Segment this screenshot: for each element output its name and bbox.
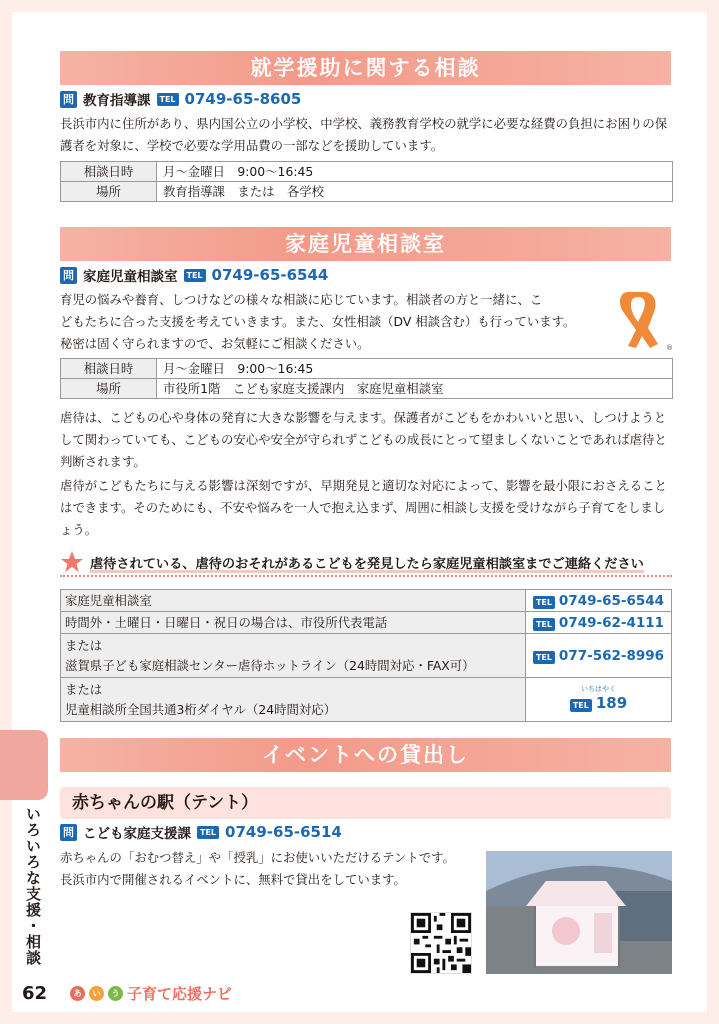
hotline-label-line: または xyxy=(65,681,103,697)
row-label: 相談日時 xyxy=(61,359,157,379)
row-label: 場所 xyxy=(61,182,157,202)
body-line: 長浜市内で開催されるイベントに、無料で貸出をしています。 xyxy=(60,872,406,887)
star-icon xyxy=(60,550,84,574)
inquiry-icon: 問 xyxy=(60,267,77,284)
hotline-label: 家庭児童相談室 xyxy=(61,590,526,612)
chapter-label: いろいろな支援・相談 xyxy=(24,806,42,966)
body-text xyxy=(60,847,480,891)
row-value: 市役所1階 こども家庭支援課内 家庭児童相談室 xyxy=(157,379,673,399)
hotline-label-line: 滋賀県子ども家庭相談センター虐待ホットライン（24時間対応・FAX可） xyxy=(65,657,475,673)
tel-icon: TEL xyxy=(533,618,555,631)
hotline-table xyxy=(60,589,672,722)
row-label: 相談日時 xyxy=(61,162,157,182)
logo-bubble: い xyxy=(89,986,104,1001)
contact-line xyxy=(60,89,301,109)
section-title-school-aid: 就学援助に関する相談 xyxy=(60,51,671,85)
row-value: 月～金曜日 9:00～16:45 xyxy=(157,359,673,379)
tel-icon: TEL xyxy=(533,596,555,609)
body-text: 長浜市内に住所があり、県内国公立の小学校、中学校、義務教育学校の就学に必要な経費の負担にお困りの保護者を対象に、学校で必要な学用品費の一部などを援助しています。 xyxy=(60,116,668,153)
row-label: 場所 xyxy=(61,379,157,399)
row-value: 月～金曜日 9:00～16:45 xyxy=(157,162,673,182)
chapter-tab xyxy=(0,730,48,800)
hotline-label xyxy=(61,678,526,722)
phone-link[interactable]: 0749-65-6544 xyxy=(558,592,665,609)
section-title-family-counseling: 家庭児童相談室 xyxy=(60,227,671,261)
hotline-number xyxy=(526,678,672,722)
phone-link[interactable]: 0749-62-4111 xyxy=(558,614,665,631)
row-value: 教育指導課 または 各学校 xyxy=(157,182,673,202)
hotline-189 xyxy=(570,685,627,714)
logo-bubble: う xyxy=(108,986,123,1001)
hotline-number xyxy=(526,590,672,612)
tel-icon: TEL xyxy=(570,699,592,712)
abuse-paragraph-1: 虐待は、こどもの心や身体の発育に大きな影響を与えます。保護者がこどもをかわいいと思い、しつけようとして関わっていても、こどもの安心や安全が守られずこどもの成長にとって望ましくないことであれば虐待と判断されます。 xyxy=(60,410,667,469)
inquiry-icon: 問 xyxy=(60,824,77,841)
hotline-number xyxy=(526,612,672,634)
body-line: 育児の悩みや養育、しつけなどの様々な相談に応じています。相談者の方と一緒に、こ xyxy=(60,292,543,307)
logo-text: 子育て応援ナビ xyxy=(127,985,233,1003)
logo-bubble: あ xyxy=(70,986,85,1001)
furigana: いちはやく xyxy=(580,685,616,693)
phone-link[interactable]: 189 xyxy=(595,694,628,712)
footer-logo xyxy=(70,983,232,1004)
hotline-label-line: 児童相談所全国共通3桁ダイヤル（24時間対応） xyxy=(65,701,337,717)
body-text xyxy=(60,289,600,355)
hotline-label xyxy=(61,634,526,678)
body-line: 秘密は固く守られますので、お気軽にご相談ください。 xyxy=(60,336,370,351)
inquiry-icon: 問 xyxy=(60,91,77,108)
subsection-title: 赤ちゃんの駅（テント） xyxy=(60,787,671,819)
dept-name: こども家庭支援課 xyxy=(83,826,191,842)
page-number: 62 xyxy=(22,983,48,1004)
abuse-paragraph-2: 虐待がこどもたちに与える影響は深刻ですが、早期発見と適切な対応によって、影響を最小限におさえることはできます。そのためにも、不安や悩みを一人で抱え込まず、周囲に相談し支援を受けながら子育てをしましょう。 xyxy=(60,478,667,537)
phone-link[interactable]: 0749-65-6544 xyxy=(211,266,329,284)
orange-ribbon-icon xyxy=(604,286,672,352)
body-line: どもたちに合った支援を考えていきます。また、女性相談（DV 相談含む）も行っています。 xyxy=(60,314,576,329)
section-title-event-rental: イベントへの貸出し xyxy=(60,738,671,772)
tel-icon: TEL xyxy=(157,93,179,106)
tel-icon: TEL xyxy=(533,651,555,664)
phone-link[interactable]: 0749-65-8605 xyxy=(184,90,302,108)
hotline-label-line: または xyxy=(65,637,103,653)
qr-code[interactable] xyxy=(410,912,472,974)
warning-text: 虐待されている、虐待のおそれがあるこどもを発見したら家庭児童相談室までご連絡ください xyxy=(90,556,644,572)
tel-icon: TEL xyxy=(184,269,206,282)
dept-name: 家庭児童相談室 xyxy=(83,269,178,285)
body-line: 赤ちゃんの「おむつ替え」や「授乳」にお使いいただけるテントです。 xyxy=(60,850,455,865)
tel-icon: TEL xyxy=(197,826,219,839)
warning-heading xyxy=(60,549,672,577)
dept-name: 教育指導課 xyxy=(83,93,151,109)
contact-line xyxy=(60,822,342,842)
hotline-number xyxy=(526,634,672,678)
phone-link[interactable]: 077-562-8996 xyxy=(558,647,665,664)
registered-mark: ® xyxy=(666,344,673,352)
hotline-label: 時間外・土曜日・日曜日・祝日の場合は、市役所代表電話 xyxy=(61,612,526,634)
phone-link[interactable]: 0749-65-6514 xyxy=(225,823,342,841)
tent-photo xyxy=(486,851,672,974)
info-table xyxy=(60,161,673,202)
info-table xyxy=(60,358,673,399)
contact-line xyxy=(60,265,328,285)
